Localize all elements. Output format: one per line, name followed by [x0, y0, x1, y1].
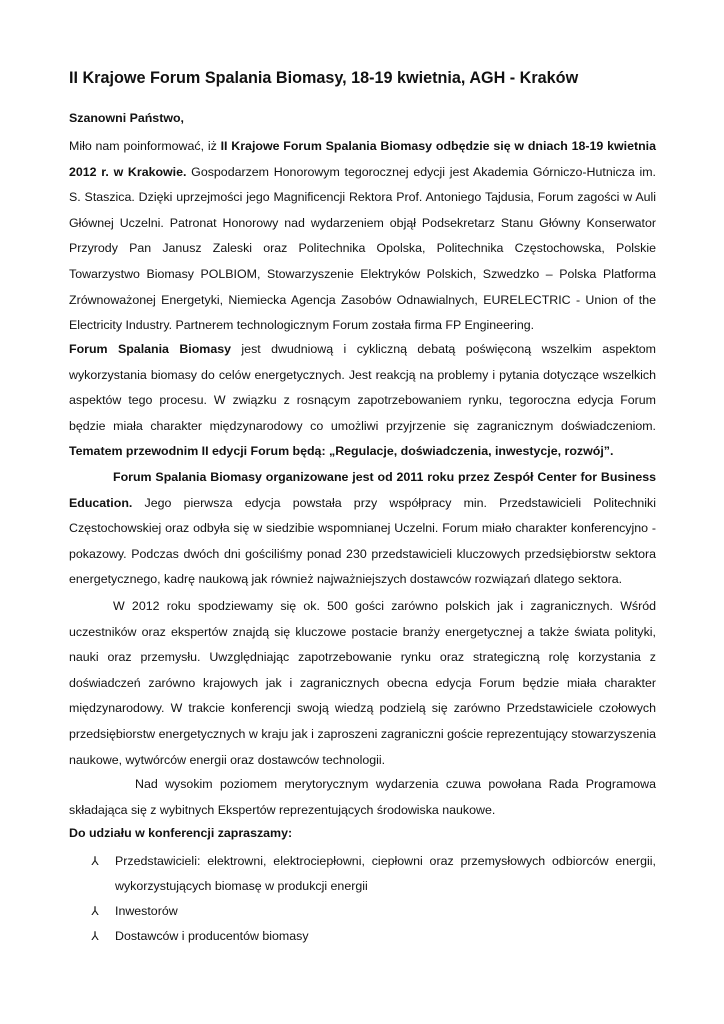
- list-item-text: Przedstawicieli: elektrowni, elektrociepłowni, ciepłowni oraz przemysłowych odbiorców energii, wykorzystujących biomasę w produkcji energii: [115, 854, 656, 893]
- intro-lead: Miło nam poinformować, iż: [69, 139, 221, 153]
- list-item: [69, 849, 656, 898]
- paragraph-intro: [69, 134, 656, 339]
- bullet-icon: ⅄: [91, 854, 99, 868]
- list-item: [69, 924, 656, 949]
- greeting: Szanowni Państwo,: [69, 111, 184, 125]
- paragraph-forum-description: [69, 337, 656, 465]
- list-item-text: Dostawców i producentów biomasy: [115, 928, 309, 943]
- intro-bold: II Krajowe Forum Spalania Biomasy odbędzie się w dniach 18-19 kwietnia 2012 r. w Krakowie.: [69, 139, 656, 179]
- document-title: II Krajowe Forum Spalania Biomasy, 18-19 kwietnia, AGH - Kraków: [69, 69, 579, 87]
- history-body: Jego pierwsza edycja powstała przy współpracy min. Przedstawicieli Politechniki Częstochowskiej oraz odbyła się w siedzibie wspomnianej Uczelni. Forum miało charakter konferencyjno - pokazowy. Podczas dwóch dni gościliśmy ponad 230 przedstawicieli kluczowych przedsiębiorstw sektora energetycznego, kadrę naukową jak również najważniejszych dostawców rozwiązań dlatego sektora.: [69, 495, 656, 587]
- list-item-text: Inwestorów: [115, 904, 178, 918]
- paragraph-history: [69, 465, 656, 593]
- forum-description-body: jest dwudniową i cykliczną debatą poświęconą wszelkim aspektom wykorzystania biomasy do celów energetycznych. Jest reakcją na problemy i pytania dotyczące wszelkich aspektów tego procesu. W związku z rosnącym zapotrzebowaniem rynku, tegoroczna edycja Forum będzie miała charakter międzynarodowy co umożliwi przyjrzenie się zagranicznym doświadczeniom.: [69, 342, 656, 433]
- bullet-icon: ⅄: [91, 928, 99, 943]
- paragraph-program-council: Nad wysokim poziomem merytorycznym wydarzenia czuwa powołana Rada Programowa składająca się z wybitnych Ekspertów reprezentujących środowiska naukowe.: [69, 777, 656, 817]
- invitation-heading: Do udziału w konferencji zapraszamy:: [69, 826, 293, 840]
- bullet-icon: ⅄: [91, 904, 99, 918]
- intro-body: Gospodarzem Honorowym tegorocznej edycji jest Akademia Górniczo-Hutnicza im. S. Staszica. Dzięki uprzejmości jego Magnificencji Rektora Prof. Antoniego Tajdusia, Forum zagości w Auli Głównej Uczelni. Patronat Honorowy nad wydarzeniem objął Podsekretarz Stanu Główny Konserwator Przyrody Pan Janusz Zaleski oraz Politechnika Opolska, Politechnika Częstochowska, Polskie Towarzystwo Biomasy POLBIOM, Stowarzyszenie Elektryków Polskich, Szwedzko – Polska Platforma Zrównoważonej Energetyki, Niemiecka Agencja Zasobów Odnawialnych, EURELECTRIC - Union of the Electricity Industry. Partnerem technologicznym Forum została firma FP Engineering.: [69, 164, 656, 333]
- paragraph-expectations: W 2012 roku spodziewamy się ok. 500 gości zarówno polskich jak i zagranicznych. Wśród uczestników oraz ekspertów znajdą się kluczowe postacie branży energetycznej a także świata polityki, nauki oraz przemysłu. Uwzględniając zapotrzebowanie rynku oraz strategiczną rolę korzystania z doświadczeń zarówno krajowych jak i zagranicznych obecna edycja Forum będzie miała charakter międzynarodowy. W trakcie konferencji swoją wiedzą podzielą się zarówno Przedstawiciele czołowych przedsiębiorstw energetycznych w kraju jak i zaproszeni zagraniczni goście reprezentujący stowarzyszenia naukowe, wytwórców energii oraz dostawców technologii.: [69, 599, 656, 767]
- history-bold: Forum Spalania Biomasy organizowane jest od 2011 roku przez Zespół Center for Business Education.: [69, 470, 656, 510]
- list-item: [69, 899, 656, 924]
- forum-theme-bold: Tematem przewodnim II edycji Forum będą: „Regulacje, doświadczenia, inwestycje, rozwój”.: [69, 444, 614, 459]
- invitee-list: [69, 849, 656, 948]
- forum-name-bold: Forum Spalania Biomasy: [69, 342, 231, 356]
